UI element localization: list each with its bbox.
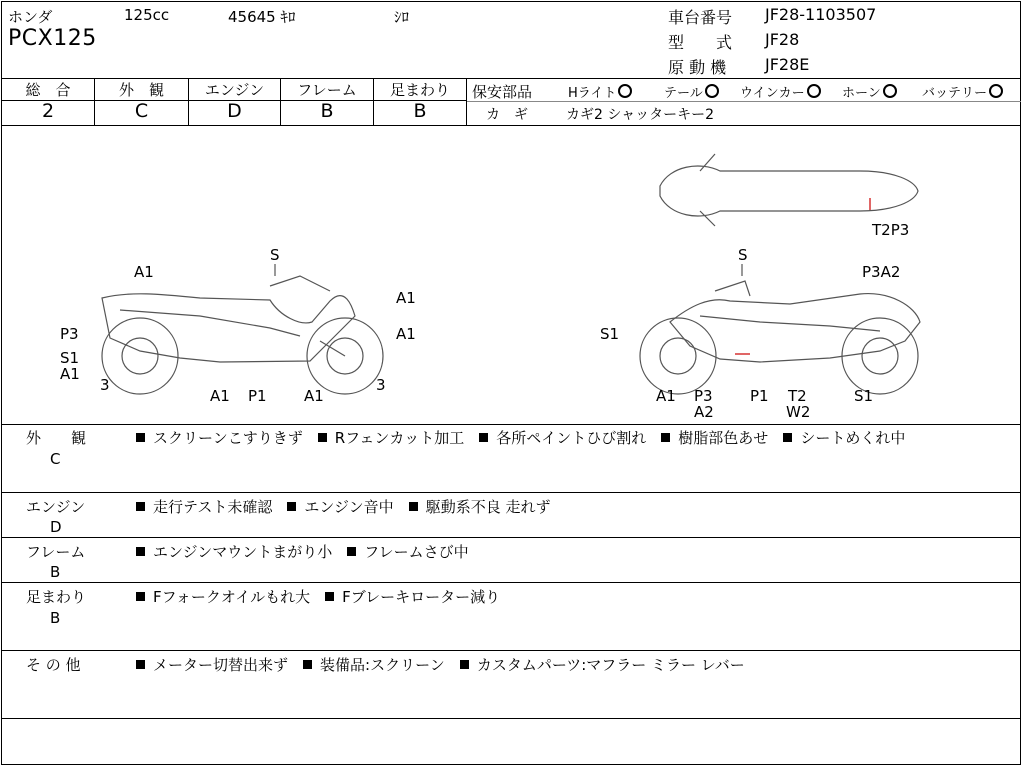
note-item: Fフォークオイルもれ大 <box>153 588 311 606</box>
type-value: JF28 <box>765 30 800 49</box>
note-item: シートめくれ中 <box>800 429 906 447</box>
frame-grade: B <box>320 100 334 122</box>
note-grade: C <box>50 450 61 468</box>
diagram-label: A1 <box>396 289 416 307</box>
note-item: エンジン音中 <box>304 498 394 516</box>
frame-grade-label: フレーム <box>297 81 357 99</box>
exterior-label: 外 観 <box>118 81 164 99</box>
diagram-label: P3A2 <box>862 263 901 281</box>
note-items <box>136 541 469 563</box>
color: ｼﾛ <box>394 8 410 26</box>
diagram-label: T2P3 <box>872 221 910 239</box>
divider <box>1 582 1021 583</box>
engine-value: JF28E <box>765 55 810 74</box>
key-label: カ ギ <box>486 107 528 123</box>
note-items <box>136 496 550 518</box>
safety-headlight <box>568 82 632 101</box>
note-grade: D <box>50 518 62 536</box>
divider <box>1 424 1021 425</box>
safety-label: 保安部品 <box>472 83 533 101</box>
note-item: エンジンマウントまがり小 <box>153 543 333 561</box>
note-grade: B <box>50 609 61 627</box>
divider <box>1 718 1021 719</box>
diagram-label: A1 <box>210 387 230 405</box>
diagram-label: P3 <box>694 387 713 405</box>
key-value: カギ2 シャッターキー2 <box>566 107 714 123</box>
note-items <box>136 427 1006 449</box>
suspension-grade: B <box>413 100 427 122</box>
winker-label: ウインカー <box>740 86 805 101</box>
note-item: 走行テスト未確認 <box>153 498 273 516</box>
note-item: 駆動系不良 走れず <box>425 498 551 516</box>
diagram-label: W2 <box>786 403 811 421</box>
note-item: Fブレーキローター減り <box>342 588 501 606</box>
safety-battery <box>922 82 1003 101</box>
engine-grade: D <box>227 100 242 122</box>
engine-grade-label: エンジン <box>204 81 265 99</box>
ok-circle-icon <box>618 84 632 98</box>
note-item: メーター切替出来ず <box>153 656 289 674</box>
diagram-label: T2 <box>788 387 807 405</box>
tail-label: テール <box>664 86 703 101</box>
note-title: エンジン <box>26 498 86 516</box>
note-item: フレームさび中 <box>364 543 469 561</box>
diagram-label: S1 <box>60 349 80 367</box>
divider <box>1 650 1021 651</box>
note-item: 各所ペイントひび割れ <box>496 429 647 447</box>
note-grade: B <box>50 563 61 581</box>
left-side-scooter <box>102 264 383 394</box>
top-view-scooter <box>660 154 918 226</box>
diagram-label: A2 <box>694 403 714 421</box>
note-item: Rフェンカット加工 <box>334 429 465 447</box>
ok-circle-icon <box>807 84 821 98</box>
mileage: 45645 ｷﾛ <box>228 8 296 26</box>
ok-circle-icon <box>883 84 897 98</box>
divider <box>466 78 467 125</box>
note-items <box>136 586 500 608</box>
note-title: フレーム <box>26 543 86 561</box>
right-side-scooter <box>640 264 920 394</box>
frame-no-label: 車台番号 <box>668 8 733 27</box>
displacement: 125cc <box>124 6 170 24</box>
note-item: 樹脂部色あせ <box>678 429 769 447</box>
note-item: 装備品:スクリーン <box>320 656 445 674</box>
diagram-label: S1 <box>854 387 874 405</box>
suspension-grade-label: 足まわり <box>389 81 450 99</box>
divider <box>1 537 1021 538</box>
diagram-label: P1 <box>248 387 267 405</box>
diagram-label: P1 <box>750 387 769 405</box>
divider <box>1 492 1021 493</box>
diagram-label: A1 <box>396 325 416 343</box>
overall-grade: 2 <box>41 100 55 122</box>
overall-label: 総 合 <box>25 81 71 99</box>
note-title: 足まわり <box>26 588 87 606</box>
diagram-label: A1 <box>656 387 676 405</box>
divider <box>467 101 1021 102</box>
type-label: 型 式 <box>668 33 733 52</box>
exterior-grade: C <box>134 100 149 122</box>
headlight-label: Hライト <box>568 86 617 101</box>
diagram-label: A1 <box>60 365 80 383</box>
note-item: カスタムパーツ:マフラー ミラー レバー <box>476 656 745 674</box>
diagram-label: S <box>738 246 748 264</box>
damage-diagram <box>0 126 1024 424</box>
diagram-label: P3 <box>60 325 79 343</box>
frame-no: JF28-1103507 <box>765 5 877 24</box>
horn-label: ホーン <box>842 86 881 101</box>
diagram-label: A1 <box>304 387 324 405</box>
safety-winker <box>740 82 821 101</box>
diagram-label: 3 <box>100 376 110 394</box>
diagram-label: 3 <box>376 376 386 394</box>
diagram-label: S <box>270 246 280 264</box>
ok-circle-icon <box>989 84 1003 98</box>
note-items <box>136 654 745 676</box>
diagram-label: A1 <box>134 263 154 281</box>
engine-label: 原 動 機 <box>668 58 727 77</box>
battery-label: バッテリー <box>922 86 988 101</box>
safety-horn <box>842 82 897 101</box>
model-name: PCX125 <box>8 26 97 51</box>
safety-tail <box>664 82 719 101</box>
diagram-label: S1 <box>600 325 620 343</box>
make: ホンダ <box>8 8 53 26</box>
note-item: スクリーンこすりきず <box>153 429 303 447</box>
note-title: そ の 他 <box>26 656 81 674</box>
ok-circle-icon <box>705 84 719 98</box>
note-title: 外 観 <box>26 429 87 447</box>
